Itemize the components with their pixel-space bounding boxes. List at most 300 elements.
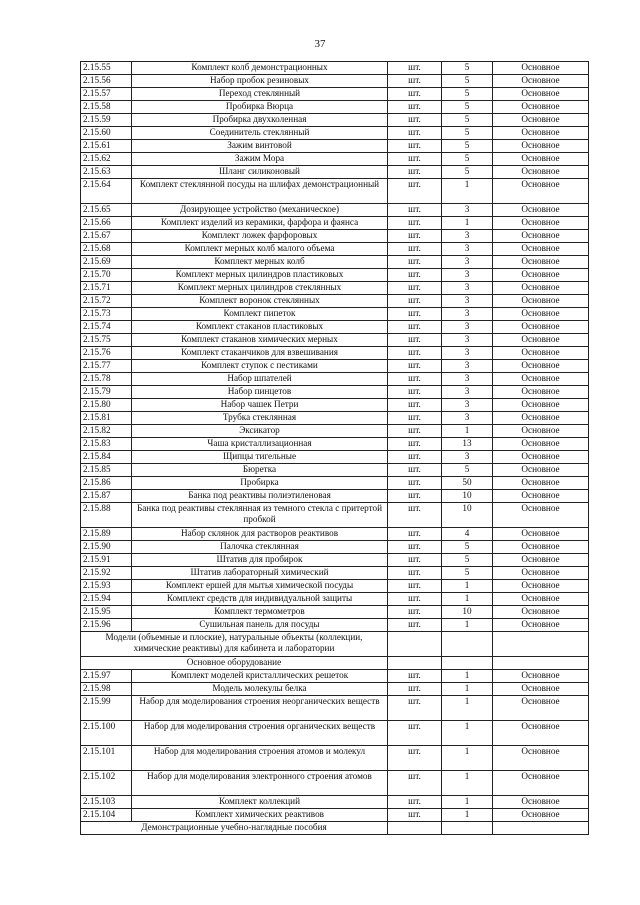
- item-name-cell: Комплект изделий из керамики, фарфора и фаянса: [132, 217, 388, 230]
- item-number-cell: 2.15.56: [81, 75, 132, 88]
- item-name-cell: Комплект моделей кристаллических решеток: [132, 670, 388, 683]
- item-number-cell: 2.15.65: [81, 204, 132, 217]
- unit-cell: шт.: [388, 721, 442, 746]
- quantity-cell: 10: [442, 490, 493, 503]
- unit-cell: шт.: [388, 438, 442, 451]
- item-name-cell: Комплект средств для индивидуальной защиты: [132, 593, 388, 606]
- quantity-cell: 3: [442, 295, 493, 308]
- empty-cell: [442, 822, 493, 835]
- table-row: [81, 256, 589, 269]
- unit-cell: шт.: [388, 347, 442, 360]
- section-title: Основное оборудование: [81, 657, 388, 670]
- table-row: [81, 464, 589, 477]
- table-row: [81, 683, 589, 696]
- equipment-type-cell: Основное: [493, 670, 589, 683]
- unit-cell: шт.: [388, 308, 442, 321]
- item-number-cell: 2.15.63: [81, 166, 132, 179]
- item-number-cell: 2.15.92: [81, 567, 132, 580]
- equipment-type-cell: Основное: [493, 230, 589, 243]
- equipment-type-cell: Основное: [493, 438, 589, 451]
- quantity-cell: 1: [442, 425, 493, 438]
- item-number-cell: 2.15.67: [81, 230, 132, 243]
- item-number-cell: 2.15.84: [81, 451, 132, 464]
- item-number-cell: 2.15.102: [81, 771, 132, 796]
- quantity-cell: 1: [442, 593, 493, 606]
- quantity-cell: 10: [442, 503, 493, 528]
- quantity-cell: 10: [442, 606, 493, 619]
- quantity-cell: 5: [442, 62, 493, 75]
- item-name-cell: Штатив для пробирок: [132, 554, 388, 567]
- item-number-cell: 2.15.95: [81, 606, 132, 619]
- quantity-cell: 3: [442, 360, 493, 373]
- unit-cell: шт.: [388, 217, 442, 230]
- item-number-cell: 2.15.97: [81, 670, 132, 683]
- item-name-cell: Набор чашек Петри: [132, 399, 388, 412]
- page-number: 37: [314, 38, 326, 50]
- quantity-cell: 1: [442, 796, 493, 809]
- item-name-cell: Комплект мерных цилиндров пластиковых: [132, 269, 388, 282]
- item-number-cell: 2.15.89: [81, 528, 132, 541]
- item-name-cell: Сушильная панель для посуды: [132, 619, 388, 632]
- unit-cell: шт.: [388, 140, 442, 153]
- quantity-cell: 3: [442, 412, 493, 425]
- item-name-cell: Штатив лабораторный химический: [132, 567, 388, 580]
- table-row: [81, 670, 589, 683]
- item-name-cell: Набор для моделирования строения органических веществ: [132, 721, 388, 746]
- quantity-cell: 5: [442, 567, 493, 580]
- quantity-cell: 5: [442, 153, 493, 166]
- unit-cell: шт.: [388, 412, 442, 425]
- empty-cell: [493, 822, 589, 835]
- unit-cell: шт.: [388, 230, 442, 243]
- unit-cell: шт.: [388, 295, 442, 308]
- item-name-cell: Модель молекулы белка: [132, 683, 388, 696]
- unit-cell: шт.: [388, 503, 442, 528]
- item-name-cell: Комплект пипеток: [132, 308, 388, 321]
- table-row: [81, 386, 589, 399]
- table-row: [81, 503, 589, 528]
- unit-cell: шт.: [388, 746, 442, 771]
- quantity-cell: 3: [442, 451, 493, 464]
- item-name-cell: Зажим винтовой: [132, 140, 388, 153]
- item-number-cell: 2.15.77: [81, 360, 132, 373]
- item-name-cell: Набор для моделирования строения неорганических веществ: [132, 696, 388, 721]
- quantity-cell: 3: [442, 347, 493, 360]
- unit-cell: шт.: [388, 554, 442, 567]
- equipment-type-cell: Основное: [493, 321, 589, 334]
- equipment-type-cell: Основное: [493, 153, 589, 166]
- unit-cell: шт.: [388, 360, 442, 373]
- table-row: [81, 477, 589, 490]
- equipment-type-cell: Основное: [493, 809, 589, 822]
- table-row: [81, 528, 589, 541]
- quantity-cell: 1: [442, 721, 493, 746]
- unit-cell: шт.: [388, 490, 442, 503]
- quantity-cell: 1: [442, 696, 493, 721]
- quantity-cell: 5: [442, 88, 493, 101]
- unit-cell: шт.: [388, 771, 442, 796]
- item-number-cell: 2.15.69: [81, 256, 132, 269]
- equipment-type-cell: Основное: [493, 425, 589, 438]
- equipment-type-cell: Основное: [493, 308, 589, 321]
- unit-cell: шт.: [388, 399, 442, 412]
- equipment-type-cell: Основное: [493, 593, 589, 606]
- unit-cell: шт.: [388, 334, 442, 347]
- unit-cell: шт.: [388, 256, 442, 269]
- table-row: [81, 204, 589, 217]
- quantity-cell: 5: [442, 114, 493, 127]
- quantity-cell: 1: [442, 809, 493, 822]
- item-number-cell: 2.15.78: [81, 373, 132, 386]
- table-row: [81, 179, 589, 204]
- item-name-cell: Набор для моделирования электронного строения атомов: [132, 771, 388, 796]
- equipment-type-cell: Основное: [493, 683, 589, 696]
- equipment-type-cell: Основное: [493, 490, 589, 503]
- item-number-cell: 2.15.72: [81, 295, 132, 308]
- equipment-type-cell: Основное: [493, 746, 589, 771]
- quantity-cell: 5: [442, 554, 493, 567]
- empty-cell: [388, 632, 442, 657]
- unit-cell: шт.: [388, 809, 442, 822]
- equipment-type-cell: Основное: [493, 140, 589, 153]
- unit-cell: шт.: [388, 282, 442, 295]
- item-number-cell: 2.15.99: [81, 696, 132, 721]
- table-row: [81, 282, 589, 295]
- table-row: [81, 373, 589, 386]
- table-row: [81, 321, 589, 334]
- table-row: [81, 153, 589, 166]
- item-name-cell: Набор для моделирования строения атомов и молекул: [132, 746, 388, 771]
- quantity-cell: 1: [442, 580, 493, 593]
- empty-cell: [442, 632, 493, 657]
- item-number-cell: 2.15.61: [81, 140, 132, 153]
- quantity-cell: 1: [442, 619, 493, 632]
- section-row: [81, 657, 589, 670]
- unit-cell: шт.: [388, 243, 442, 256]
- item-number-cell: 2.15.101: [81, 746, 132, 771]
- item-name-cell: Комплект ложек фарфоровых: [132, 230, 388, 243]
- item-name-cell: Шланг силиконовый: [132, 166, 388, 179]
- equipment-type-cell: Основное: [493, 217, 589, 230]
- equipment-type-cell: Основное: [493, 399, 589, 412]
- item-number-cell: 2.15.103: [81, 796, 132, 809]
- equipment-type-cell: Основное: [493, 347, 589, 360]
- equipment-type-cell: Основное: [493, 619, 589, 632]
- unit-cell: шт.: [388, 386, 442, 399]
- equipment-type-cell: Основное: [493, 554, 589, 567]
- table-row: [81, 127, 589, 140]
- quantity-cell: 1: [442, 683, 493, 696]
- table-row: [81, 490, 589, 503]
- table-row: [81, 809, 589, 822]
- table-row: [81, 101, 589, 114]
- equipment-type-cell: Основное: [493, 88, 589, 101]
- quantity-cell: 4: [442, 528, 493, 541]
- equipment-table: [80, 61, 589, 835]
- item-number-cell: 2.15.70: [81, 269, 132, 282]
- unit-cell: шт.: [388, 204, 442, 217]
- unit-cell: шт.: [388, 88, 442, 101]
- equipment-type-cell: Основное: [493, 179, 589, 204]
- equipment-type-cell: Основное: [493, 796, 589, 809]
- item-number-cell: 2.15.55: [81, 62, 132, 75]
- unit-cell: шт.: [388, 619, 442, 632]
- unit-cell: шт.: [388, 477, 442, 490]
- quantity-cell: 3: [442, 282, 493, 295]
- table-row: [81, 425, 589, 438]
- table-row: [81, 347, 589, 360]
- item-name-cell: Комплект коллекций: [132, 796, 388, 809]
- unit-cell: шт.: [388, 464, 442, 477]
- unit-cell: шт.: [388, 75, 442, 88]
- item-name-cell: Комплект мерных колб: [132, 256, 388, 269]
- unit-cell: шт.: [388, 670, 442, 683]
- table-row: [81, 606, 589, 619]
- quantity-cell: 5: [442, 541, 493, 554]
- item-name-cell: Комплект ершей для мытья химической посуды: [132, 580, 388, 593]
- item-number-cell: 2.15.100: [81, 721, 132, 746]
- equipment-type-cell: Основное: [493, 580, 589, 593]
- equipment-type-cell: Основное: [493, 386, 589, 399]
- equipment-type-cell: Основное: [493, 721, 589, 746]
- table-row: [81, 75, 589, 88]
- quantity-cell: 50: [442, 477, 493, 490]
- item-name-cell: Пробирка двухколенная: [132, 114, 388, 127]
- equipment-type-cell: Основное: [493, 62, 589, 75]
- section-title: Модели (объемные и плоские), натуральные объекты (коллекции, химические реактивы) для кабинета и лаборатории: [81, 632, 388, 657]
- item-number-cell: 2.15.64: [81, 179, 132, 204]
- equipment-type-cell: Основное: [493, 412, 589, 425]
- quantity-cell: 3: [442, 308, 493, 321]
- table-row: [81, 243, 589, 256]
- unit-cell: шт.: [388, 321, 442, 334]
- equipment-type-cell: Основное: [493, 696, 589, 721]
- item-number-cell: 2.15.57: [81, 88, 132, 101]
- equipment-type-cell: Основное: [493, 477, 589, 490]
- quantity-cell: 13: [442, 438, 493, 451]
- table-row: [81, 619, 589, 632]
- item-number-cell: 2.15.94: [81, 593, 132, 606]
- unit-cell: шт.: [388, 269, 442, 282]
- item-name-cell: Банка под реактивы полиэтиленовая: [132, 490, 388, 503]
- table-row: [81, 696, 589, 721]
- quantity-cell: 3: [442, 204, 493, 217]
- item-number-cell: 2.15.66: [81, 217, 132, 230]
- item-number-cell: 2.15.73: [81, 308, 132, 321]
- quantity-cell: 5: [442, 75, 493, 88]
- unit-cell: шт.: [388, 62, 442, 75]
- table-row: [81, 114, 589, 127]
- quantity-cell: 3: [442, 230, 493, 243]
- item-name-cell: Комплект стеклянной посуды на шлифах демонстрационный: [132, 179, 388, 204]
- equipment-type-cell: Основное: [493, 373, 589, 386]
- equipment-type-cell: Основное: [493, 101, 589, 114]
- item-number-cell: 2.15.83: [81, 438, 132, 451]
- unit-cell: шт.: [388, 683, 442, 696]
- table-row: [81, 308, 589, 321]
- item-name-cell: Комплект колб демонстрационных: [132, 62, 388, 75]
- table-row: [81, 554, 589, 567]
- equipment-type-cell: Основное: [493, 771, 589, 796]
- item-number-cell: 2.15.74: [81, 321, 132, 334]
- equipment-type-cell: Основное: [493, 127, 589, 140]
- item-number-cell: 2.15.60: [81, 127, 132, 140]
- unit-cell: шт.: [388, 528, 442, 541]
- table-row: [81, 62, 589, 75]
- item-number-cell: 2.15.104: [81, 809, 132, 822]
- item-name-cell: Комплект стаканов пластиковых: [132, 321, 388, 334]
- table-row: [81, 580, 589, 593]
- unit-cell: шт.: [388, 580, 442, 593]
- quantity-cell: 5: [442, 464, 493, 477]
- item-name-cell: Переход стеклянный: [132, 88, 388, 101]
- equipment-type-cell: Основное: [493, 204, 589, 217]
- item-number-cell: 2.15.91: [81, 554, 132, 567]
- item-number-cell: 2.15.58: [81, 101, 132, 114]
- empty-cell: [493, 657, 589, 670]
- item-number-cell: 2.15.71: [81, 282, 132, 295]
- quantity-cell: 1: [442, 746, 493, 771]
- quantity-cell: 5: [442, 166, 493, 179]
- unit-cell: шт.: [388, 541, 442, 554]
- table-row: [81, 721, 589, 746]
- table-row: [81, 451, 589, 464]
- item-number-cell: 2.15.62: [81, 153, 132, 166]
- item-number-cell: 2.15.81: [81, 412, 132, 425]
- item-name-cell: Чаша кристаллизационная: [132, 438, 388, 451]
- item-name-cell: Комплект ступок с пестиками: [132, 360, 388, 373]
- item-name-cell: Бюретка: [132, 464, 388, 477]
- item-name-cell: Комплект стаканов химических мерных: [132, 334, 388, 347]
- equipment-type-cell: Основное: [493, 528, 589, 541]
- unit-cell: шт.: [388, 127, 442, 140]
- table-row: [81, 334, 589, 347]
- empty-cell: [442, 657, 493, 670]
- item-name-cell: Банка под реактивы стеклянная из темного стекла с притертой пробкой: [132, 503, 388, 528]
- equipment-type-cell: Основное: [493, 295, 589, 308]
- item-number-cell: 2.15.80: [81, 399, 132, 412]
- table-row: [81, 412, 589, 425]
- quantity-cell: 3: [442, 256, 493, 269]
- unit-cell: шт.: [388, 114, 442, 127]
- item-number-cell: 2.15.75: [81, 334, 132, 347]
- item-number-cell: 2.15.68: [81, 243, 132, 256]
- item-name-cell: Набор склянок для растворов реактивов: [132, 528, 388, 541]
- quantity-cell: 5: [442, 127, 493, 140]
- item-number-cell: 2.15.90: [81, 541, 132, 554]
- quantity-cell: 1: [442, 771, 493, 796]
- unit-cell: шт.: [388, 179, 442, 204]
- unit-cell: шт.: [388, 696, 442, 721]
- table-row: [81, 88, 589, 101]
- item-number-cell: 2.15.76: [81, 347, 132, 360]
- table-row: [81, 295, 589, 308]
- item-name-cell: Пробирка: [132, 477, 388, 490]
- quantity-cell: 3: [442, 269, 493, 282]
- item-name-cell: Зажим Мора: [132, 153, 388, 166]
- quantity-cell: 3: [442, 334, 493, 347]
- item-name-cell: Комплект мерных цилиндров стеклянных: [132, 282, 388, 295]
- item-name-cell: Комплект воронок стеклянных: [132, 295, 388, 308]
- equipment-type-cell: Основное: [493, 334, 589, 347]
- item-name-cell: Комплект мерных колб малого объема: [132, 243, 388, 256]
- equipment-type-cell: Основное: [493, 451, 589, 464]
- table-row: [81, 541, 589, 554]
- item-number-cell: 2.15.82: [81, 425, 132, 438]
- table-row: [81, 217, 589, 230]
- item-name-cell: Эксикатор: [132, 425, 388, 438]
- equipment-type-cell: Основное: [493, 282, 589, 295]
- section-title: Демонстрационные учебно-наглядные пособия: [81, 822, 388, 835]
- item-number-cell: 2.15.87: [81, 490, 132, 503]
- unit-cell: шт.: [388, 101, 442, 114]
- table-row: [81, 140, 589, 153]
- table-row: [81, 230, 589, 243]
- unit-cell: шт.: [388, 166, 442, 179]
- equipment-type-cell: Основное: [493, 243, 589, 256]
- item-number-cell: 2.15.59: [81, 114, 132, 127]
- unit-cell: шт.: [388, 451, 442, 464]
- item-name-cell: Комплект стаканчиков для взвешивания: [132, 347, 388, 360]
- item-name-cell: Палочка стеклянная: [132, 541, 388, 554]
- item-name-cell: Набор пробок резиновых: [132, 75, 388, 88]
- equipment-type-cell: Основное: [493, 166, 589, 179]
- item-name-cell: Соединитель стеклянный: [132, 127, 388, 140]
- table-row: [81, 796, 589, 809]
- unit-cell: шт.: [388, 593, 442, 606]
- empty-cell: [388, 657, 442, 670]
- item-number-cell: 2.15.79: [81, 386, 132, 399]
- equipment-type-cell: Основное: [493, 256, 589, 269]
- unit-cell: шт.: [388, 606, 442, 619]
- table-row: [81, 399, 589, 412]
- item-number-cell: 2.15.93: [81, 580, 132, 593]
- quantity-cell: 5: [442, 140, 493, 153]
- empty-cell: [388, 822, 442, 835]
- equipment-table-body: [81, 62, 589, 835]
- quantity-cell: 3: [442, 243, 493, 256]
- table-row: [81, 438, 589, 451]
- item-number-cell: 2.15.88: [81, 503, 132, 528]
- unit-cell: шт.: [388, 567, 442, 580]
- item-name-cell: Комплект химических реактивов: [132, 809, 388, 822]
- quantity-cell: 3: [442, 373, 493, 386]
- item-name-cell: Дозирующее устройство (механическое): [132, 204, 388, 217]
- item-name-cell: Трубка стеклянная: [132, 412, 388, 425]
- quantity-cell: 1: [442, 179, 493, 204]
- item-name-cell: Комплект термометров: [132, 606, 388, 619]
- section-row: [81, 632, 589, 657]
- equipment-type-cell: Основное: [493, 606, 589, 619]
- table-row: [81, 269, 589, 282]
- unit-cell: шт.: [388, 796, 442, 809]
- table-row: [81, 746, 589, 771]
- table-row: [81, 771, 589, 796]
- item-number-cell: 2.15.96: [81, 619, 132, 632]
- table-row: [81, 166, 589, 179]
- equipment-type-cell: Основное: [493, 503, 589, 528]
- quantity-cell: 3: [442, 386, 493, 399]
- item-number-cell: 2.15.98: [81, 683, 132, 696]
- equipment-type-cell: Основное: [493, 114, 589, 127]
- equipment-type-cell: Основное: [493, 464, 589, 477]
- quantity-cell: 1: [442, 217, 493, 230]
- unit-cell: шт.: [388, 153, 442, 166]
- section-row: [81, 822, 589, 835]
- quantity-cell: 3: [442, 399, 493, 412]
- table-row: [81, 360, 589, 373]
- quantity-cell: 3: [442, 321, 493, 334]
